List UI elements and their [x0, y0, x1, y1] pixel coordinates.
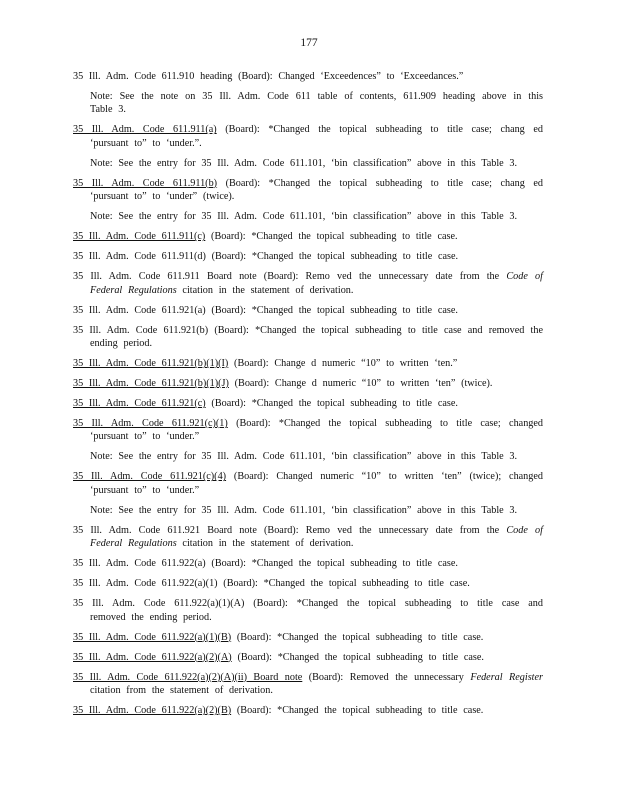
section-reference: 35 Ill. Adm. Code 611.921(b)(1)(I): [73, 358, 229, 370]
table-note: [73, 210, 543, 223]
table-note: [73, 450, 543, 463]
change-description-tail: citation in the statement of derivation.: [176, 538, 354, 550]
change-description-tail: citation from the statement of derivation.: [90, 685, 273, 697]
change-description-tail: citation in the statement of derivation.: [176, 284, 354, 296]
change-description: (Board): *Changed the topical subheading to title case; changed ‘pursuant to” to ‘under.”: [90, 418, 543, 443]
change-entry: [73, 177, 543, 204]
section-reference: 35 Ill. Adm. Code 611.922(a)(2)(A): [73, 651, 232, 663]
page-number: 177: [300, 37, 318, 49]
change-description: (Board): Changed numeric “10” to written ‘ten” (twice); changed ‘pursuant to” to ‘under.”: [90, 471, 543, 496]
section-reference: 35 Ill. Adm. Code 611.922(a)(1)(A): [73, 598, 245, 610]
change-entry: [73, 577, 543, 590]
change-description: (Board): Change d numeric “10” to written ‘ten” (twice).: [228, 378, 493, 390]
section-reference: 35 Ill. Adm. Code 611.921(b): [73, 324, 209, 336]
change-description: (Board): *Changed the topical subheading to title case and removed the ending period.: [90, 324, 544, 350]
change-entry: [73, 417, 543, 444]
change-entry: [73, 671, 543, 698]
note-text: Note: See the entry for 35 Ill. Adm. Code 611.101, ‘bin classification” above in this Table 3.: [90, 211, 518, 223]
change-entry: [73, 324, 543, 351]
change-description: (Board): *Changed the topical subheading to title case.: [231, 705, 484, 717]
change-description: (Board): Changed ‘Exceedences” to ‘Exceedances.”: [232, 71, 464, 82]
italic-citation: Federal Register: [470, 671, 543, 683]
change-description: (Board): Change d numeric “10” to written ‘ten.”: [228, 358, 458, 370]
change-entry: [73, 377, 543, 390]
section-reference: 35 Ill. Adm. Code 611.922(a)(2)(B): [73, 705, 232, 717]
change-description: (Board): Remo ved the unnecessary date from the: [256, 271, 507, 283]
change-entry: [73, 557, 543, 570]
table-note: [73, 157, 543, 170]
change-description: (Board): *Changed the topical subheading to title case; chang ed ‘pursuant to” to ‘under.”.: [90, 124, 543, 149]
change-entry: [73, 631, 543, 644]
change-description: (Board): *Changed the topical subheading to title case.: [217, 578, 470, 590]
note-text: Note: See the entry for 35 Ill. Adm. Code 611.101, ‘bin classification” above in this Table 3.: [90, 504, 518, 516]
change-entry: [73, 230, 543, 243]
note-text: Note: See the entry for 35 Ill. Adm. Code 611.101, ‘bin classification” above in this Table 3.: [90, 157, 518, 169]
note-text: Note: See the entry for 35 Ill. Adm. Code 611.101, ‘bin classification” above in this Table 3.: [90, 451, 518, 463]
change-entry: [73, 123, 543, 150]
section-reference: 35 Ill. Adm. Code 611.921 Board note: [73, 524, 257, 536]
section-reference: 35 Ill. Adm. Code 611.921(c)(1): [73, 418, 228, 430]
change-entry: [73, 397, 543, 410]
section-reference: 35 Ill. Adm. Code 611.911(c): [73, 231, 206, 243]
section-reference: 35 Ill. Adm. Code 611.911(b): [73, 177, 218, 189]
change-entry: [73, 70, 543, 83]
change-description: (Board): Remo ved the unnecessary date from the: [256, 524, 507, 536]
section-reference: 35 Ill. Adm. Code 611.922(a)(1)(B): [73, 631, 232, 643]
change-description: (Board): *Changed the topical subheading to title case.: [205, 558, 458, 570]
section-reference: 35 Ill. Adm. Code 611.922(a)(1): [73, 578, 218, 590]
change-entry: [73, 704, 543, 717]
section-reference: 35 Ill. Adm. Code 611.922(a): [73, 558, 206, 570]
change-entry: [73, 357, 543, 370]
section-reference: 35 Ill. Adm. Code 611.921(a): [73, 304, 206, 316]
change-description: (Board): *Changed the topical subheading to title case and removed the ending period.: [90, 598, 543, 623]
change-description: (Board): *Changed the topical subheading to title case.: [231, 651, 484, 663]
change-description: (Board): *Changed the topical subheading to title case.: [205, 304, 458, 316]
change-description: (Board): *Changed the topical subheading to title case; chang ed ‘pursuant to” to ‘under” (twice).: [90, 177, 543, 203]
change-entry: [73, 524, 543, 551]
change-entry: [73, 470, 543, 497]
section-reference: 35 Ill. Adm. Code 611.922(a)(2)(A)(ii) Board note: [73, 671, 303, 683]
change-entry: [73, 597, 543, 624]
note-text: Note: See the note on 35 Ill. Adm. Code 611 table of contents, 611.909 heading above in this Table 3.: [90, 91, 543, 116]
section-reference: 35 Ill. Adm. Code 611.911(a): [73, 124, 217, 136]
section-reference: 35 Ill. Adm. Code 611.921(b)(1)(J): [73, 378, 229, 390]
change-entry: [73, 250, 543, 263]
change-description: (Board): *Changed the topical subheading to title case.: [205, 231, 458, 243]
section-reference: 35 Ill. Adm. Code 611.911(d): [73, 251, 206, 263]
section-reference: 35 Ill. Adm. Code 611.921(c)(4): [73, 471, 227, 483]
change-description: (Board): *Changed the topical subheading to title case.: [205, 398, 458, 410]
entries-list: [73, 70, 543, 724]
table-note: [73, 90, 543, 117]
change-description: (Board): *Changed the topical subheading to title case.: [231, 631, 484, 643]
change-description: (Board): Removed the unnecessary: [302, 671, 471, 683]
change-entry: [73, 270, 543, 297]
table-note: [73, 504, 543, 517]
change-entry: [73, 304, 543, 317]
italic-citation: Code of Federal Regulations: [90, 524, 543, 550]
section-reference: 35 Ill. Adm. Code 611.921(c): [73, 398, 206, 410]
section-reference: 35 Ill. Adm. Code 611.911 Board note: [73, 271, 257, 283]
change-description: (Board): *Changed the topical subheading to title case.: [205, 251, 459, 263]
italic-citation: Code of Federal Regulations: [90, 271, 543, 296]
change-entry: [73, 651, 543, 664]
section-reference: 35 Ill. Adm. Code 611.910 heading: [73, 71, 233, 82]
